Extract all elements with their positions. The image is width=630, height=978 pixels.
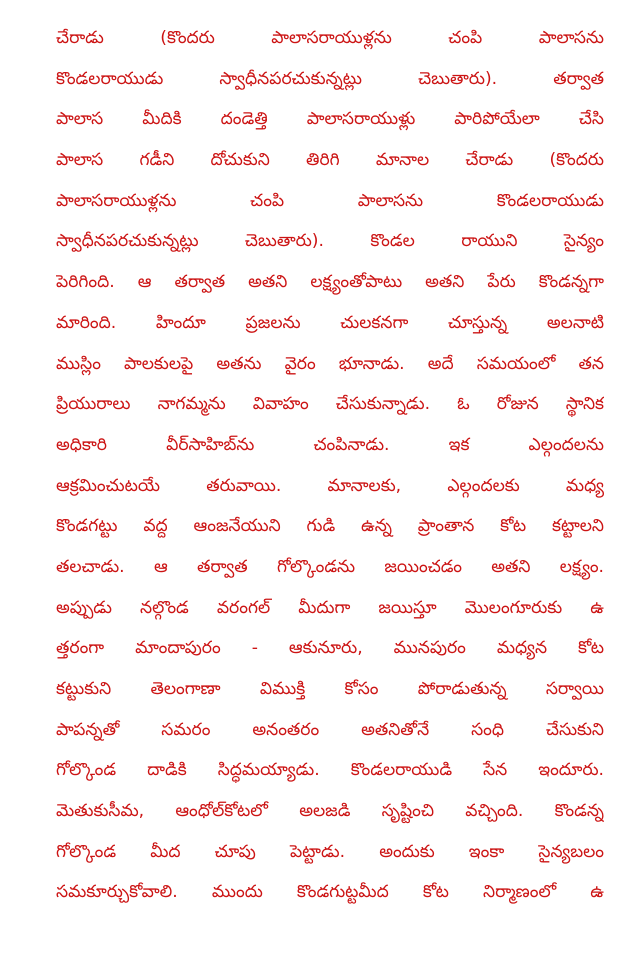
text-line: పాలాసరాయుళ్లను చంపి పాలాసను కొండలరాయుడు	[56, 190, 604, 211]
text-line: పాపన్నతో సమరం అనంతరం అతనితోనే సంధి చేసుకుని	[56, 719, 604, 740]
text-line: చేరాడు (కొందరు పాలాసరాయుళ్లను చంపి పాలాసను	[56, 28, 604, 48]
text-line: ముస్లిం పాలకులపై అతను వైరం భూనాడు. అదే సమయంలో తన	[56, 353, 604, 374]
text-line: మెతుకుసీమ, ఆంధోల్‌కోటలో అలజడి సృష్టించి వచ్చింది. కొండన్న	[56, 801, 604, 822]
text-line: అప్పుడు నల్గొండ వరంగల్ మీదుగా జయిస్తూ మొలంగూరుకు ఉ	[56, 597, 604, 618]
document-body	[56, 18, 604, 913]
text-line: మారింది. హిందూ ప్రజలను చులకనగా చూస్తున్న అలనాటి	[56, 312, 604, 333]
text-line: కొండలరాయుడు స్వాధీనపరచుకున్నట్లు చెబుతారు). తర్వాత	[56, 68, 604, 89]
text-line: ప్రియురాలు నాగమ్మను వివాహం చేసుకున్నాడు. ఓ రోజున స్థానిక	[56, 394, 604, 415]
text-line: కొండగట్టు వద్ద ఆంజనేయుని గుడి ఉన్న ప్రాంతాన కోట కట్టాలని	[56, 516, 604, 537]
text-line: ఆక్రమించుటయే తరువాయి. మానాలకు, ఎల్గందలకు మధ్య	[56, 475, 604, 496]
text-line: పెరిగింది. ఆ తర్వాత అతని లక్ష్యంతోపాటు అతని పేరు కొండన్నగా	[56, 272, 604, 293]
text-line: అధికారి వీర్‌సాహిబ్‌ను చంపినాడు. ఇక ఎల్గందలను	[56, 434, 604, 455]
text-line: కట్టుకుని తెలంగాణా విముక్తి కోసం పోరాడుతున్న సర్వాయి	[56, 679, 604, 699]
text-line: గోల్కొండ దాడికి సిద్ధమయ్యాడు. కొండలరాయుడి సేన ఇందూరు.	[56, 760, 604, 781]
text-line: పాలాస మీదికి దండెత్తి పాలాసరాయుళ్లు పారిపోయేలా చేసి	[56, 109, 604, 130]
text-line: పాలాస గడీని దోచుకుని తిరిగి మానాల చేరాడు (కొందరు	[56, 150, 604, 171]
text-line: తలచాడు. ఆ తర్వాత గోల్కొండను జయించడం అతని లక్ష్యం.	[56, 556, 604, 577]
text-line: సమకూర్చుకోవాలి. ముందు కొండగుట్టమీద కోట నిర్మాణంలో ఉ	[56, 882, 604, 903]
text-line: స్వాధీనపరచుకున్నట్లు చెబుతారు). కొండల రాయుని సైన్యం	[56, 231, 604, 252]
text-line: త్తరంగా మాందాపురం - ఆకునూరు, మునపురం మధ్యన కోట	[56, 638, 604, 659]
text-line: గోల్కొండ మీద చూపు పెట్టాడు. అందుకు ఇంకా సైన్యబలం	[56, 841, 604, 862]
